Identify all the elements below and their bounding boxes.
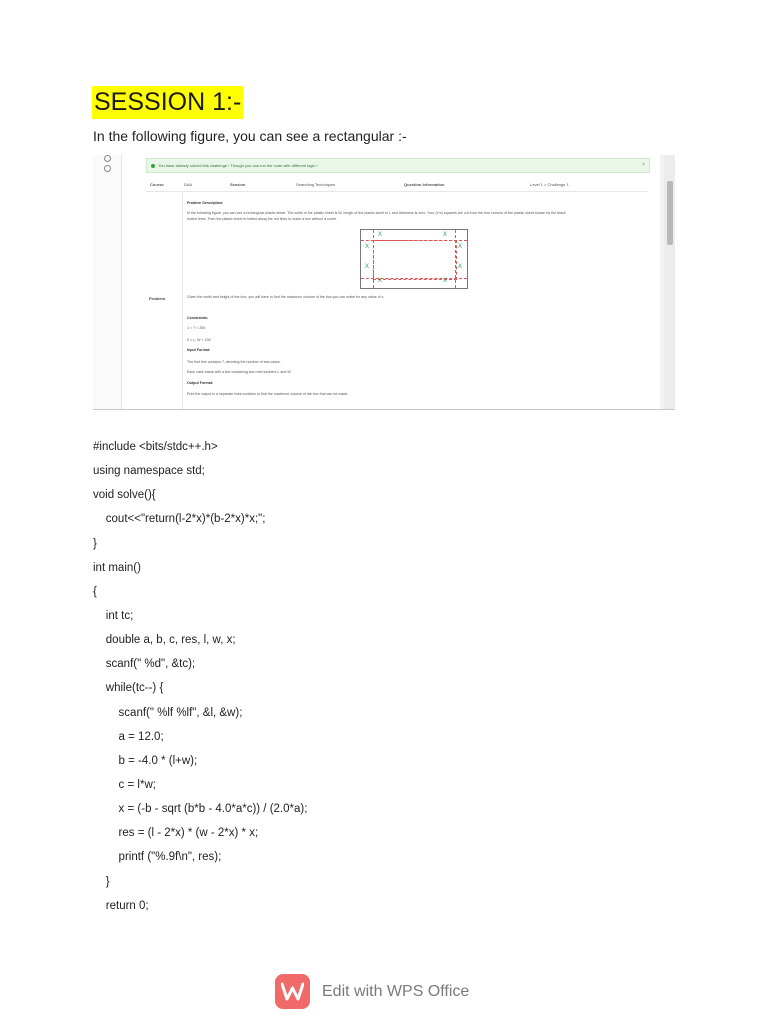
code-line: using namespace std; — [93, 465, 205, 478]
code-line: } — [93, 537, 97, 550]
code-line: double a, b, c, res, l, w, x; — [93, 634, 236, 647]
problem-given: Given the width and height of the box, you will have to find the maximum volume of the box you can make for any value of x. — [187, 295, 385, 299]
output-format-line: Print the output in a separate lines contains to find the maximum volume of the box that can be made. — [187, 392, 349, 396]
corner-mark: X — [378, 278, 383, 284]
edit-with-wps-button[interactable] — [275, 974, 469, 1009]
code-line: int tc; — [93, 609, 134, 622]
radio-icon — [104, 165, 111, 172]
cut-line — [455, 230, 456, 288]
input-format-title: Input Format: — [187, 348, 211, 352]
screenshot-left-column — [93, 155, 121, 409]
course-label: Course — [150, 182, 164, 187]
session-value: Searching Techniques — [296, 182, 336, 187]
corner-mark: X — [443, 232, 448, 238]
code-line: while(tc--) { — [93, 682, 164, 695]
corner-mark: X — [458, 244, 463, 250]
code-line: { — [93, 585, 97, 598]
constraint-line: 1 < T < 250 — [187, 326, 206, 330]
code-line: scanf(" %lf %lf", &l, &w); — [93, 706, 243, 719]
code-line: cout<<"return(l-2*x)*(b-2*x)*x;"; — [93, 513, 266, 526]
code-line: b = -4.0 * (l+w); — [93, 754, 198, 767]
intro-text: In the following figure, you can see a rectangular :- — [93, 128, 407, 144]
code-line: int main() — [93, 561, 141, 574]
code-line: c = l*w; — [93, 778, 156, 791]
corner-mark: X — [365, 264, 370, 270]
scrollbar-thumb[interactable] — [667, 181, 673, 245]
challenge-panel — [121, 155, 660, 409]
code-line: } — [93, 875, 110, 888]
corner-mark: X — [443, 278, 448, 284]
corner-mark: X — [365, 244, 370, 250]
cut-line — [361, 240, 467, 241]
wps-label: Edit with WPS Office — [322, 982, 470, 1000]
problem-description-title: Problem Description: — [187, 201, 224, 205]
session-heading: SESSION 1:- — [92, 86, 243, 119]
box-figure — [360, 229, 468, 289]
problem-description-line: In the following figure, you can see a rectangular plastic sheet. The width of the plastic sheet is W, length of the plastic sheet is L and thickness is zero. Your (x*x) squares are cut from the four corners of the plastic sheet shown by the black — [187, 211, 566, 215]
code-line: return 0; — [93, 899, 149, 912]
session-label: Session — [230, 182, 246, 187]
code-line: void solve(){ — [93, 489, 156, 502]
constraint-line: 0 < L, W < 100 — [187, 338, 211, 342]
problem-description-line: dotted lines. Then the plastic sheet is folded along the red lines to make a box without a cover. — [187, 217, 337, 221]
alert-close-button[interactable]: × — [642, 162, 645, 168]
embedded-screenshot — [93, 155, 675, 410]
challenge-info-row — [146, 177, 648, 192]
course-value: DAA — [184, 182, 193, 187]
input-format-line: Each case starts with a line containing two real numbers L and W. — [187, 370, 292, 374]
output-format-title: Output Format: — [187, 381, 214, 385]
fold-lines — [373, 240, 457, 280]
success-alert — [146, 158, 650, 173]
constraints-title: Constraints: — [187, 316, 209, 320]
input-format-line: The first line contains T, denoting the number of test cases. — [187, 360, 281, 364]
code-line: x = (-b - sqrt (b*b - 4.0*a*c)) / (2.0*a); — [93, 803, 308, 816]
code-line: a = 12.0; — [93, 730, 164, 743]
alert-text: You have already solved this challenge ! Though you can run the code with different logic ! — [158, 163, 318, 168]
level-breadcrumb[interactable]: Level 1 > Challenge 1 — [530, 182, 569, 187]
wps-logo-icon — [275, 974, 310, 1009]
corner-mark: X — [458, 264, 463, 270]
corner-mark: X — [378, 232, 383, 238]
code-line: scanf(" %d", &tc); — [93, 658, 196, 671]
screenshot-scrollbar[interactable] — [664, 155, 675, 409]
radio-icon — [104, 155, 111, 162]
problem-label: Problem — [149, 296, 166, 301]
question-info-label: Question Information — [404, 182, 445, 187]
cut-line — [361, 278, 467, 279]
code-line: #include <bits/stdc++.h> — [93, 441, 218, 453]
check-circle-icon — [151, 164, 155, 168]
cut-line — [373, 230, 374, 288]
code-line: res = (l - 2*x) * (w - 2*x) * x; — [93, 827, 259, 840]
code-line: printf ("%.9f\n", res); — [93, 851, 222, 864]
code-block — [93, 440, 307, 923]
